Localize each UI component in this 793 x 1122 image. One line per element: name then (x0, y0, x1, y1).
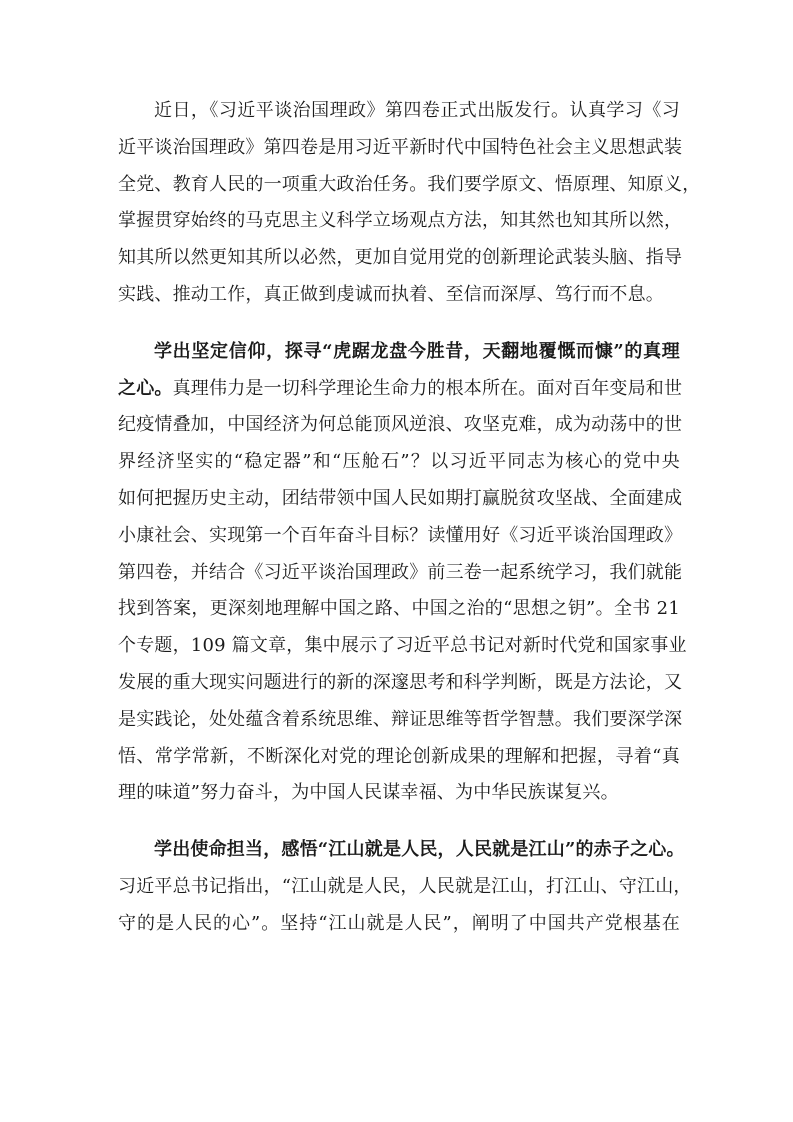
body-text: 第四卷，并结合《习近平谈治国理政》前三卷一起系统学习，我们就能 (118, 561, 683, 583)
bold-text: 学出坚定信仰，探寻“虎踞龙盘今胜昔，天翻地覆慨而慷”的真理 (154, 340, 680, 362)
body-text: 近平谈治国理政》第四卷是用习近平新时代中国特色社会主义思想武装 (118, 136, 683, 158)
body-text: 守的是人民的心”。坚持“江山就是人民”，阐明了中国共产党根基在 (118, 912, 680, 934)
body-text: 纪疫情叠加，中国经济为何总能顶风逆浪、攻坚克难，成为动荡中的世 (118, 414, 683, 436)
body-text: 悟、常学常新，不断深化对党的理论创新成果的理解和把握，寻着“真 (118, 745, 680, 767)
body-text: 找到答案，更深刻地理解中国之路、中国之治的“思想之钥”。全书 21 (118, 598, 680, 620)
text-line (118, 869, 692, 906)
text-line (118, 702, 683, 739)
text-line (118, 906, 680, 943)
text-line (118, 665, 683, 702)
text-line (118, 130, 683, 167)
body-text: 真理伟力是一切科学理论生命力的根本所在。面对百年变局和世 (172, 377, 683, 399)
document-page (118, 93, 701, 943)
text-line (118, 481, 683, 518)
text-line (118, 555, 683, 592)
body-text: 如何把握历史主动，团结带领中国人民如期打赢脱贫攻坚战、全面建成 (118, 487, 683, 509)
body-text: 个专题，109 篇文章，集中展示了习近平总书记对新时代党和国家事业 (118, 635, 687, 657)
body-text: 近日，《习近平谈治国理政》第四卷正式出版发行。认真学习《习 (154, 100, 680, 121)
text-line (118, 277, 680, 314)
body-text: 理的味道”努力奋斗，为中国人民谋幸福、为中华民族谋复兴。 (118, 782, 619, 804)
body-text: 是实践论，处处蕴含着系统思维、辩证思维等哲学智慧。我们要深学深 (118, 708, 683, 730)
text-line (118, 739, 680, 776)
text-line (118, 167, 701, 204)
paragraph-2 (118, 334, 687, 812)
body-text: 界经济坚实的“稳定器”和“压舱石”？以习近平同志为核心的党中央 (118, 451, 680, 473)
body-text: 习近平总书记指出，“江山就是人民，人民就是江山，打江山、守江山， (118, 875, 692, 897)
body-text: 实践、推动工作，真正做到虔诚而执着、至信而深厚、笃行而不息。 (118, 283, 664, 305)
paragraph-spacer (118, 314, 680, 334)
text-line (118, 518, 683, 555)
paragraph-spacer (118, 812, 680, 832)
body-text: 知其所以然更知其所以必然，更加自觉用党的创新理论武装头脑、指导 (118, 247, 683, 269)
body-text: 发展的重大现实问题进行的新的深邃思考和科学判断，既是方法论，又 (118, 671, 683, 693)
text-line (118, 628, 687, 665)
text-line (118, 591, 680, 628)
bold-text: 之心。 (118, 377, 173, 399)
body-text: 小康社会、实现第一个百年奋斗目标？读懂用好《习近平谈治国理政》 (118, 524, 683, 546)
text-line (118, 407, 683, 444)
body-text: 全党、教育人民的一项重大政治任务。我们要学原文、悟原理、知原义， (118, 173, 701, 195)
text-line (118, 832, 685, 869)
text-line (118, 334, 680, 371)
bold-text: 学出使命担当，感悟“江山就是人民，人民就是江山”的赤子之心。 (154, 839, 685, 861)
text-line (118, 240, 683, 277)
paragraph-1 (118, 93, 701, 314)
text-line (118, 444, 680, 481)
text-line (118, 93, 680, 130)
text-line (118, 203, 683, 240)
text-line (118, 775, 680, 812)
paragraph-3 (118, 832, 692, 942)
text-line (118, 371, 683, 408)
body-text: 掌握贯穿始终的马克思主义科学立场观点方法，知其然也知其所以然， (118, 210, 683, 232)
